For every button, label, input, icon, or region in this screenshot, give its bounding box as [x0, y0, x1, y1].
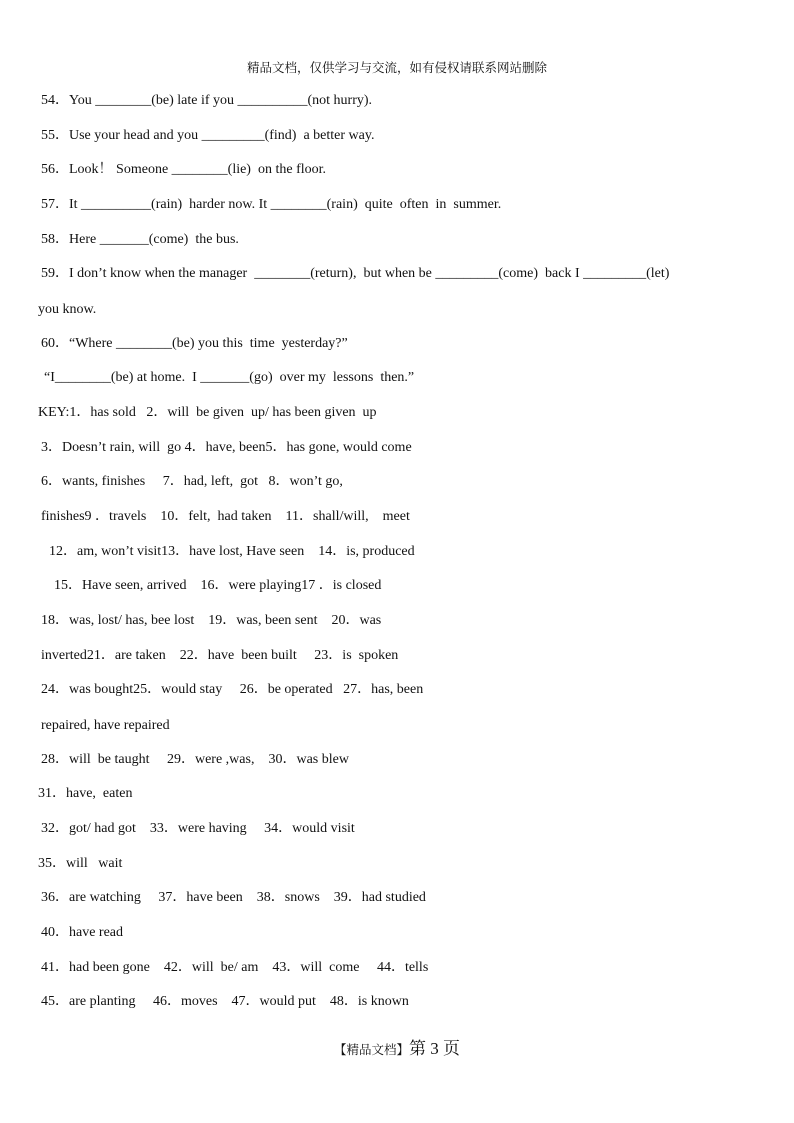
answer-line-9: 24．was bought25．would stay 26．be operated 27．has, been: [41, 682, 424, 697]
answer-line-5: 12．am, won’t visit13．have lost, Have seen 14．is, produced: [49, 544, 415, 559]
answer-line-17: 41．had been gone 42．will be/ am 43．will come 44．tells: [41, 960, 429, 975]
answer-line-11: 28．will be taught 29．were ,was, 30．was blew: [41, 752, 349, 767]
answer-line-16: 40．have read: [41, 925, 124, 940]
question-58: 58．Here _______(come) the bus.: [41, 232, 239, 247]
question-54: 54．You ________(be) late if you __________(not hurry).: [41, 93, 373, 108]
answer-line-3: 6．wants, finishes 7．had, left, got 8．won’t go,: [41, 474, 343, 489]
answer-line-10: repaired, have repaired: [41, 718, 170, 733]
question-55: 55．Use your head and you _________(find) a better way.: [41, 128, 375, 143]
answer-line-6: 15．Have seen, arrived 16．were playing17 ．is closed: [54, 578, 382, 593]
question-60-reply: “I________(be) at home. I _______(go) over my lessons then.”: [44, 370, 415, 385]
question-60: 60．“Where ________(be) you this time yesterday?”: [41, 336, 348, 351]
answer-line-4: finishes9 ．travels 10．felt, had taken 11．shall/will, meet: [41, 509, 410, 524]
answer-line-1: KEY:1．has sold 2．will be given up/ has been given up: [38, 405, 377, 420]
answer-line-7: 18．was, lost/ has, bee lost 19．was, been sent 20．was: [41, 613, 382, 628]
footer-page-prefix: 第: [409, 1039, 426, 1058]
answer-line-8: inverted21．are taken 22．have been built 23．is spoken: [41, 648, 399, 663]
footer-page-number: 3: [430, 1039, 439, 1058]
answer-line-14: 35．will wait: [38, 856, 123, 871]
question-56: 56．Look！ Someone ________(lie) on the floor.: [41, 162, 327, 177]
question-59-continued: you know.: [38, 302, 97, 317]
answer-line-13: 32．got/ had got 33．were having 34．would visit: [41, 821, 355, 836]
answer-line-2: 3．Doesn’t rain, will go 4．have, been5．has gone, would come: [41, 440, 412, 455]
question-59: 59．I don’t know when the manager ________(return), but when be _________(come) back I _________(let): [41, 266, 670, 281]
footer-page-suffix: 页: [443, 1039, 460, 1058]
footer-tag: 【精品文档】: [333, 1042, 409, 1057]
answer-line-12: 31．have, eaten: [38, 786, 133, 801]
answer-line-18: 45．are planting 46．moves 47．would put 48．is known: [41, 994, 409, 1009]
question-57: 57．It __________(rain) harder now. It ________(rain) quite often in summer.: [41, 197, 502, 212]
page-header-notice: 精品文档，仅供学习与交流，如有侵权请联系网站删除: [246, 60, 547, 75]
answer-line-15: 36．are watching 37．have been 38．snows 39．had studied: [41, 890, 426, 905]
page-footer: [0, 1034, 794, 1059]
